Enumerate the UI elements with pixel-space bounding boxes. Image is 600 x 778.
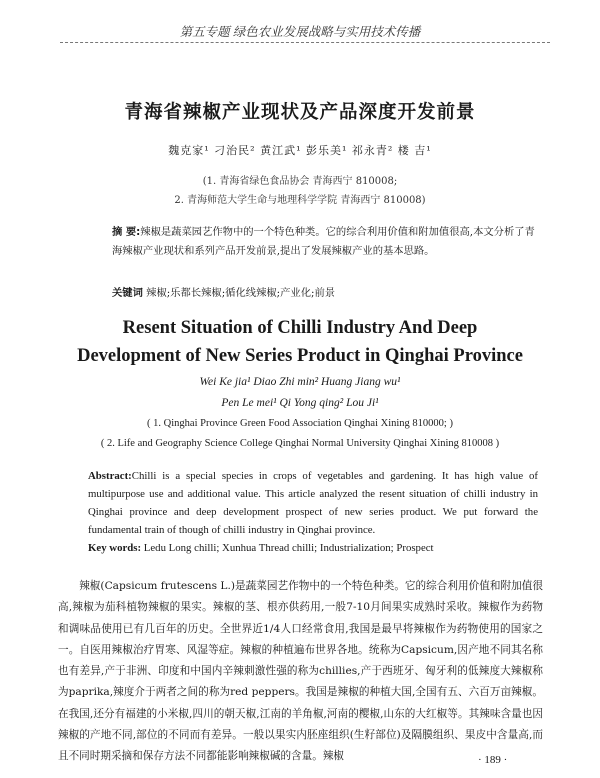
title-chinese: 青海省辣椒产业现状及产品深度开发前景 — [124, 102, 476, 123]
running-header: 第五专题 绿色农业发展战略与实用技术传播 — [179, 25, 421, 39]
page-number: · 189 · — [478, 754, 508, 766]
keywords-en-text: Ledu Long chilli; Xunhua Thread chilli; Industrialization; Prospect — [141, 542, 434, 554]
abstract-english — [88, 467, 538, 539]
authors-chinese: 魏克家¹ 刁治民² 黄江武¹ 彭乐美¹ 祁永青² 楼 吉¹ — [168, 144, 432, 157]
keywords-chinese — [112, 284, 542, 299]
abstract-en-text: Chilli is a special species in crops of vegetables and gardening. It has high value of multipurpose use and additional value. This article analyzed the resent situation of chilli industry in Qinghai province and deep development prospect of new series product. We put forward the fundamental train of though of chilli industry in Qinghai province. — [88, 470, 538, 536]
abstract-cn-text: 辣椒是蔬菜园艺作物中的一个特色种类。它的综合利用价值和附加值很高,本文分析了青海辣椒产业现状和系列产品开发前景,提出了发展辣椒产业的基本思路。 — [112, 226, 535, 257]
abstract-cn-label: 摘 要: — [112, 226, 141, 238]
keywords-en-label: Key words: — [88, 542, 142, 554]
affiliation-en-2: ( 2. Life and Geography Science College Qinghai Normal University Qinghai Xining 810008 ) — [100, 438, 500, 449]
keywords-cn-text: 辣椒;乐都长辣椒;循化线辣椒;产业化;前景 — [142, 287, 336, 299]
abstract-chinese — [112, 223, 542, 260]
keywords-cn-label: 关键词 — [112, 287, 143, 299]
title-english-line2: Development of New Series Product in Qinghai Province — [77, 346, 523, 366]
authors-english-line2: Pen Le mei¹ Qi Yong qing² Lou Ji¹ — [221, 397, 379, 409]
body-paragraph: 辣椒(Capsicum frutescens L.)是蔬菜园艺作物中的一个特色种类。它的综合利用价值和附加值很高,辣椒为茄科植物辣椒的果实。辣椒的茎、根亦供药用,一般7-10月间果实成熟时采收。辣椒作为药物和调味品使用已有几百年的历史。全世界近1/4人口经常食用,我国是最早将辣椒作为药物使用的国家之一。自医用辣椒治疗胃寒、风湿等症。辣椒的种植遍布世界各地。统称为Capsicum,因产地不同其名称也有差异,产于非洲、印度和中国内辛辣刺激性强的称为chillies,产于西班牙、匈牙利的低辣度大辣椒称为paprika,辣度介于两者之间的称为red peppers。我国是辣椒的种植大国,全国有五、六百万亩辣椒。在我国,还分有福建的小米椒,四川的朝天椒,江南的羊角椒,河南的樱椒,山东的大红椒等。其辣味含量也因辣椒的产地不同,部位的不同而有差异。一般以果实内胚座组织(生籽部位)及隔膜组织、果皮中含量高,而且不同时期采摘和保存方法不同都能影响辣椒碱的含量。辣椒 — [58, 580, 543, 763]
header-divider — [60, 42, 550, 43]
title-english-line1: Resent Situation of Chilli Industry And Deep — [122, 318, 478, 338]
affiliation-cn-1: (1. 青海省绿色食品协会 青海西宁 810008; — [202, 176, 398, 187]
authors-english-line1: Wei Ke jia¹ Diao Zhi min² Huang Jiang wu¹ — [199, 376, 401, 388]
affiliation-en-1: ( 1. Qinghai Province Green Food Association Qinghai Xining 810000; ) — [147, 418, 453, 429]
keywords-english — [88, 542, 538, 554]
abstract-en-label: Abstract: — [88, 470, 132, 482]
affiliation-cn-2: 2. 青海师范大学生命与地理科学学院 青海西宁 810008) — [174, 195, 426, 206]
